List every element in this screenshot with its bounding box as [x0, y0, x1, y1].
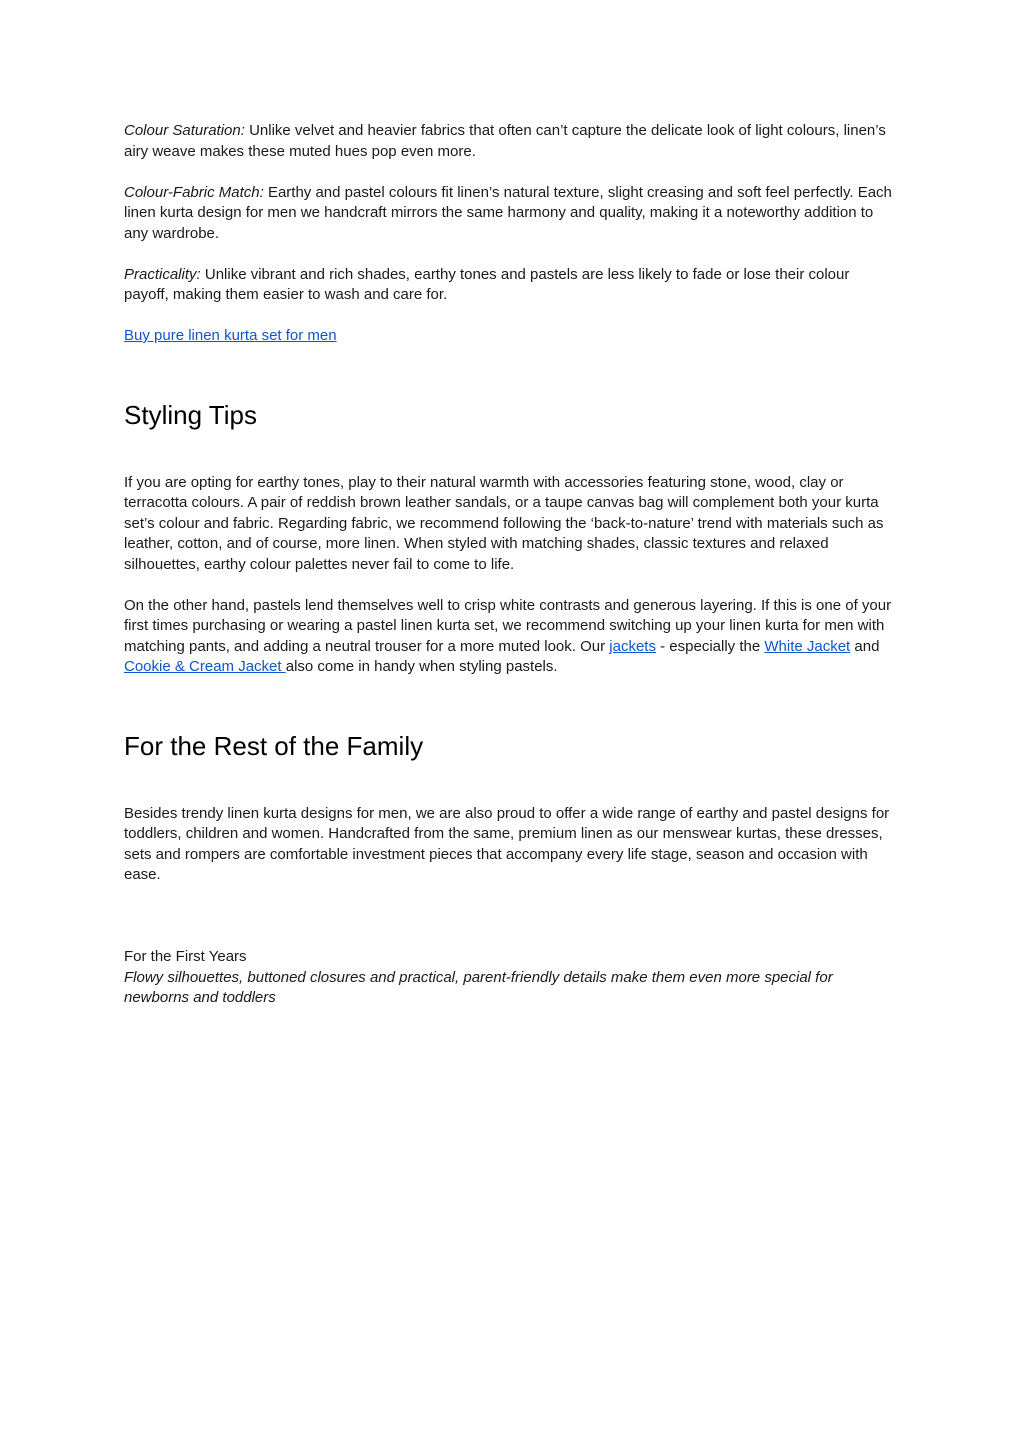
practicality-paragraph [124, 265, 894, 306]
colour-fabric-match-label: Colour-Fabric Match: [124, 183, 264, 201]
cookie-cream-jacket-link[interactable]: Cookie & Cream Jacket [124, 658, 286, 675]
document-page [124, 121, 894, 1009]
white-jacket-link[interactable]: White Jacket [764, 637, 851, 655]
colour-saturation-label: Colour Saturation: [124, 122, 245, 139]
styling-tips-text-3: and [850, 637, 880, 655]
rest-of-family-heading: For the Rest of the Family [124, 730, 424, 761]
buy-link-paragraph [124, 326, 894, 347]
styling-tips-paragraph-2 [124, 596, 894, 678]
practicality-text: Unlike vibrant and rich shades, earthy tones and pastels are less likely to fade or lose their colour payoff, making them easier to wash and care for. [124, 265, 850, 303]
buy-linen-kurta-link[interactable]: Buy pure linen kurta set for men [124, 327, 337, 344]
rest-of-family-paragraph: Besides trendy linen kurta designs for men, we are also proud to offer a wide range of earthy and pastel designs for toddlers, children and women. Handcrafted from the same, premium linen as our menswear kurtas, these dresses, sets and rompers are comfortable investment pieces that accompany every life stage, season and occasion with ease. [124, 804, 890, 883]
styling-tips-text-4: also come in handy when styling pastels. [285, 658, 558, 675]
colour-fabric-match-text: Earthy and pastel colours fit linen’s natural texture, slight creasing and soft feel perfectly. Each linen kurta design for men we handcraft mirrors the same harmony and quality, making it a noteworthy addition to any wardrobe. [124, 183, 892, 242]
styling-tips-text-1: On the other hand, pastels lend themselves well to crisp white contrasts and generous layering. If this is one of your first times purchasing or wearing a pastel linen kurta set, we recommend switching up your linen kurta for men with matching pants, and adding a neutral trouser for a more muted look. Our [124, 596, 892, 655]
practicality-label: Practicality: [124, 265, 201, 283]
jackets-link[interactable]: jackets [609, 637, 656, 655]
first-years-description-text: Flowy silhouettes, buttoned closures and practical, parent-friendly details make them even more special for newborns and toddlers [124, 968, 833, 1006]
styling-tips-paragraph-1: If you are opting for earthy tones, play to their natural warmth with accessories featuring stone, wood, clay or terracotta colours. A pair of reddish brown leather sandals, or a taupe canvas bag will complement both your kurta set’s colour and fabric. Regarding fabric, we recommend following the ‘back-to-nature’ trend with materials such as leather, cotton, and of course, more linen. When styled with matching shades, classic textures and relaxed silhouettes, earthy colour palettes never fail to come to life. [124, 473, 884, 573]
colour-fabric-match-paragraph [124, 183, 894, 245]
first-years-title: For the First Years [124, 948, 247, 965]
styling-tips-heading: Styling Tips [124, 399, 257, 430]
styling-tips-text-2: - especially the [655, 637, 765, 655]
first-years-description [124, 968, 894, 1009]
colour-saturation-text: Unlike velvet and heavier fabrics that often can’t capture the delicate look of light colours, linen’s airy weave makes these muted hues pop even more. [124, 122, 886, 160]
colour-saturation-paragraph [124, 121, 894, 162]
